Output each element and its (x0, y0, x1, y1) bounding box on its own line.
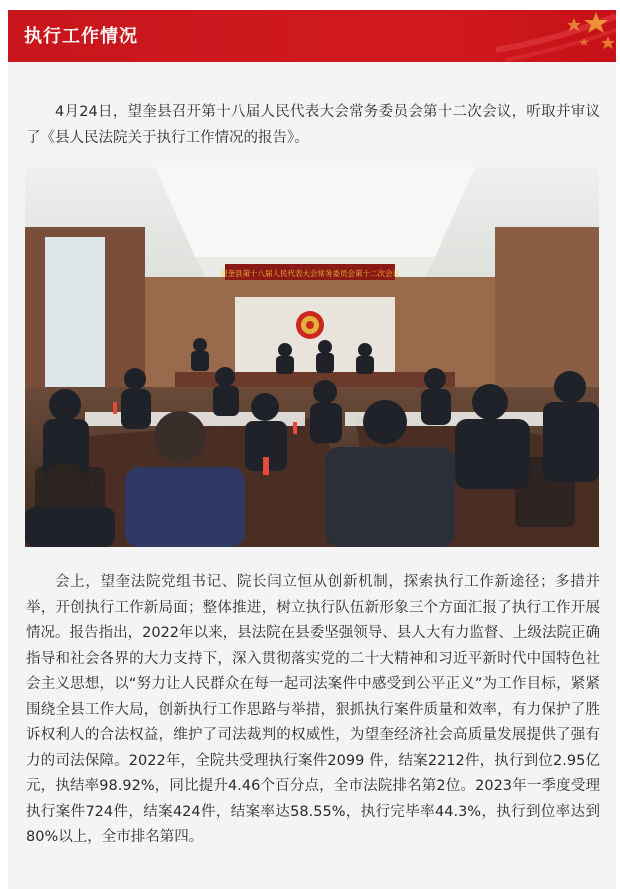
section-header (8, 10, 616, 62)
meeting-photo (25, 167, 599, 547)
meeting-banner-text: 望奎县第十八届人民代表大会常务委员会第十二次会议 (220, 269, 400, 278)
decorative-stars-icon (496, 10, 616, 62)
intro-paragraph: 4月24日，望奎县召开第十八届人民代表大会常务委员会第十二次会议，听取并审议了《县人民法院关于执行工作情况的报告》。 (26, 104, 600, 146)
section-title: 执行工作情况 (24, 26, 138, 47)
article-body (8, 62, 616, 889)
report-paragraph: 会上，望奎法院党组书记、院长闫立恒从创新机制，探索执行工作新途径；多措并举，开创执行工作新局面；整体推进，树立执行队伍新形象三个方面汇报了执行工作开展情况。报告指出，2022年以来，县法院在县委坚强领导、县人大有力监督、上级法院正确指导和社会各界的大力支持下，深入贯彻落实党的二十大精神和习近平新时代中国特色社会主义思想，以“努力让人民群众在每一起司法案件中感受到公平正义”为工作目标，紧紧围绕全县工作大局，创新执行工作思路与举措，狠抓执行案件质量和效率，有力保护了胜诉权利人的合法权益，维护了司法裁判的权威性，为望奎经济社会高质量发展提供了强有力的司法保障。2022年，全院共受理执行案件2099 件，结案2212件，执行到位2.95亿元，执结率98.92%，同比提升4.46个百分点，全市法院排名第2位。2023年一季度受理执行案件724件，结案424件，结案率达58.55%，执行完毕率44.3%，执行到位率达到80%以上，全市排名第四。 (26, 574, 600, 845)
national-emblem-icon (296, 311, 324, 339)
